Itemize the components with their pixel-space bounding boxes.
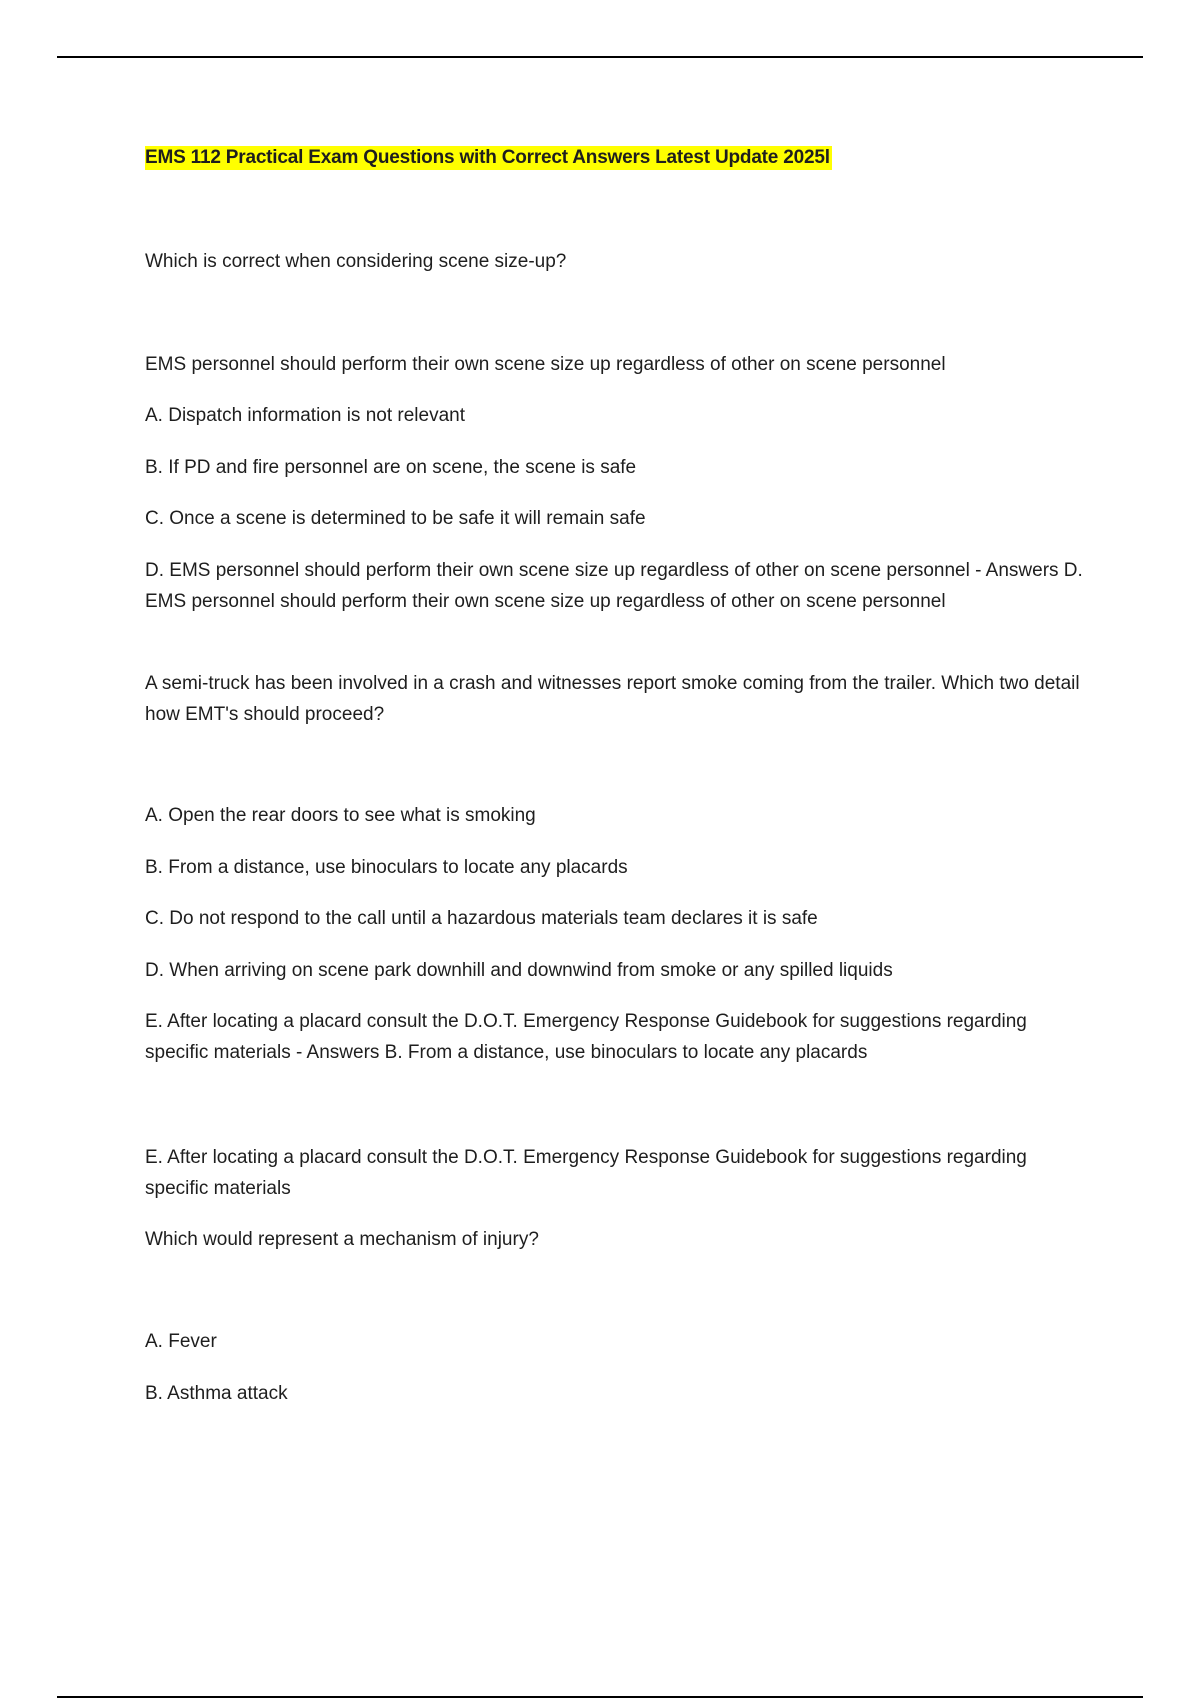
question-1: Which is correct when considering scene size-up?	[145, 251, 567, 272]
footer-rule	[57, 1696, 1143, 1698]
option-q2-d: D. When arriving on scene park downhill and downwind from smoke or any spilled liquids	[145, 960, 893, 981]
option-q2-e-with-answer: E. After locating a placard consult the D.O.T. Emergency Response Guidebook for suggestions regarding specific materials - Answers B. From a distance, use binoculars to locate any placards	[145, 1011, 1027, 1063]
option-q1-c: C. Once a scene is determined to be safe it will remain safe	[145, 508, 646, 529]
question-2: A semi-truck has been involved in a crash and witnesses report smoke coming from the trailer. Which two detail how EMT's should proceed?	[145, 673, 1080, 725]
question-3: Which would represent a mechanism of injury?	[145, 1229, 539, 1250]
answer-statement-1: EMS personnel should perform their own scene size up regardless of other on scene personnel	[145, 354, 946, 375]
option-q2-c: C. Do not respond to the call until a hazardous materials team declares it is safe	[145, 908, 818, 929]
option-q1-a: A. Dispatch information is not relevant	[145, 405, 465, 426]
option-q3-a: A. Fever	[145, 1331, 217, 1352]
title-highlight: EMS 112 Practical Exam Questions with Correct Answers Latest Update 2025l	[145, 147, 830, 168]
answer-statement-2: E. After locating a placard consult the D.O.T. Emergency Response Guidebook for suggestions regarding specific materials	[145, 1147, 1027, 1199]
option-q3-b: B. Asthma attack	[145, 1383, 288, 1404]
option-q1-b: B. If PD and fire personnel are on scene, the scene is safe	[145, 457, 637, 478]
option-q2-b: B. From a distance, use binoculars to locate any placards	[145, 857, 628, 878]
header-rule	[57, 56, 1143, 58]
option-q2-a: A. Open the rear doors to see what is smoking	[145, 805, 536, 826]
option-q1-d-with-answer: D. EMS personnel should perform their own scene size up regardless of other on scene personnel - Answers D. EMS personnel should perform their own scene size up regardless of other on scene personnel	[145, 560, 1083, 612]
document-title	[145, 145, 1095, 171]
